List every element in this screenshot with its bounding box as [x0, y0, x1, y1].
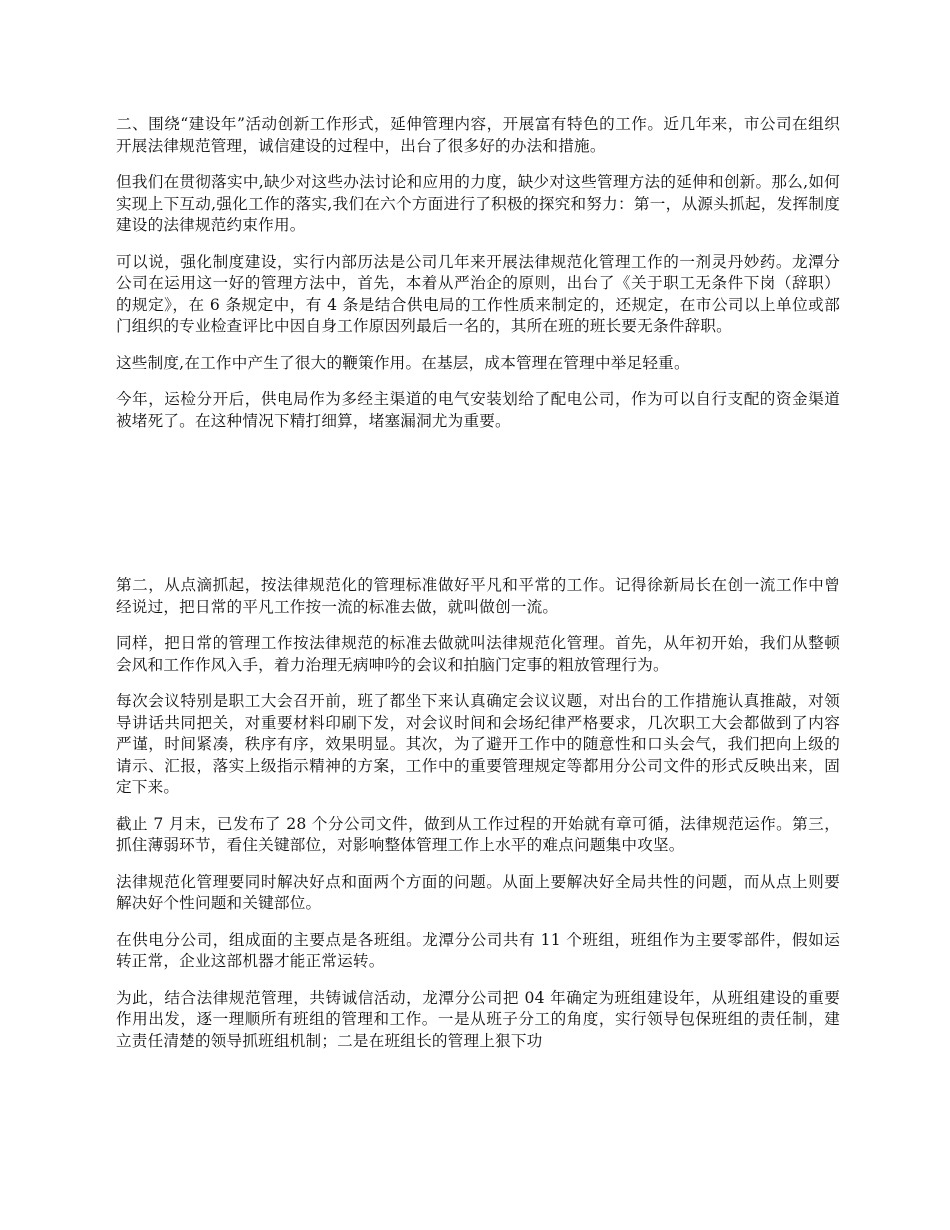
- paragraph: 为此，结合法律规范管理，共铸诚信活动，龙潭分公司把 04 年确定为班组建设年，从班组建设的重要作用出发，逐一理顺所有班组的管理和工作。一是从班子分工的角度，实行领导包保班组的责任制，建立责任清楚的领导抓班组机制；二是在班组长的管理上狠下功: [116, 988, 840, 1050]
- paragraph: 这些制度,在工作中产生了很大的鞭策作用。在基层，成本管理在管理中举足轻重。: [116, 353, 690, 372]
- paragraph: 可以说，强化制度建设，实行内部历法是公司几年来开展法律规范化管理工作的一剂灵丹妙药。龙潭分公司在运用这一好的管理方法中，首先，本着从严治企的原则，出台了《关于职工无条件下岗（辞职）的规定》，在 6 条规定中，有 4 条是结合供电局的工作性质来制定的，还规定，在市公司以上单位或部门组织的专业检查评比中因自身工作原因列最后一名的，其所在班的班长要无条件辞职。: [116, 252, 840, 335]
- paragraph: 法律规范化管理要同时解决好点和面两个方面的问题。从面上要解决好全局共性的问题，而从点上则要解决好个性问题和关键部位。: [116, 872, 840, 912]
- paragraph: 截止 7 月末，已发布了 28 个分公司文件，做到从工作过程的开始就有章可循，法律规范运作。第三，抓住薄弱环节，看住关键部位，对影响整体管理工作上水平的难点问题集中攻坚。: [116, 814, 840, 854]
- text-section-top: [116, 114, 840, 447]
- paragraph: 在供电分公司，组成面的主要点是各班组。龙潭分公司共有 11 个班组，班组作为主要零部件，假如运转正常，企业这部机器才能正常运转。: [116, 930, 840, 970]
- paragraph: 但我们在贯彻落实中,缺少对这些办法讨论和应用的力度，缺少对这些管理方法的延伸和创新。那么,如何实现上下互动,强化工作的落实,我们在六个方面进行了积极的探究和努力：第一，从源头抓起，发挥制度建设的法律规范约束作用。: [116, 173, 840, 234]
- paragraph: 二、围绕“建设年”活动创新工作形式，延伸管理内容，开展富有特色的工作。近几年来，市公司在组织开展法律规范管理，诚信建设的过程中，出台了很多好的办法和措施。: [116, 115, 840, 155]
- paragraph: 每次会议特别是职工大会召开前，班了都坐下来认真确定会议议题，对出台的工作措施认真推敲，对领导讲话共同把关，对重要材料印刷下发，对会议时间和会场纪律严格要求，几次职工大会都做到了内容严谨，时间紧凑，秩序有序，效果明显。其次，为了避开工作中的随意性和口头会气，我们把向上级的请示、汇报，落实上级指示精神的方案，工作中的重要管理规定等都用分公司文件的形式反映出来，固定下来。: [116, 692, 840, 796]
- text-section-bottom: [116, 575, 840, 1067]
- paragraph: 今年，运检分开后，供电局作为多经主渠道的电气安装划给了配电公司，作为可以自行支配的资金渠道被堵死了。在这种情况下精打细算，堵塞漏洞尤为重要。: [116, 390, 840, 430]
- paragraph: 同样，把日常的管理工作按法律规范的标准去做就叫法律规范化管理。首先，从年初开始，我们从整顿会风和工作作风入手，着力治理无病呻吟的会议和拍脑门定事的粗放管理行为。: [116, 634, 840, 674]
- paragraph: 第二，从点滴抓起，按法律规范化的管理标准做好平凡和平常的工作。记得徐新局长在创一流工作中曾经说过，把日常的平凡工作按一流的标准去做，就叫做创一流。: [116, 576, 840, 616]
